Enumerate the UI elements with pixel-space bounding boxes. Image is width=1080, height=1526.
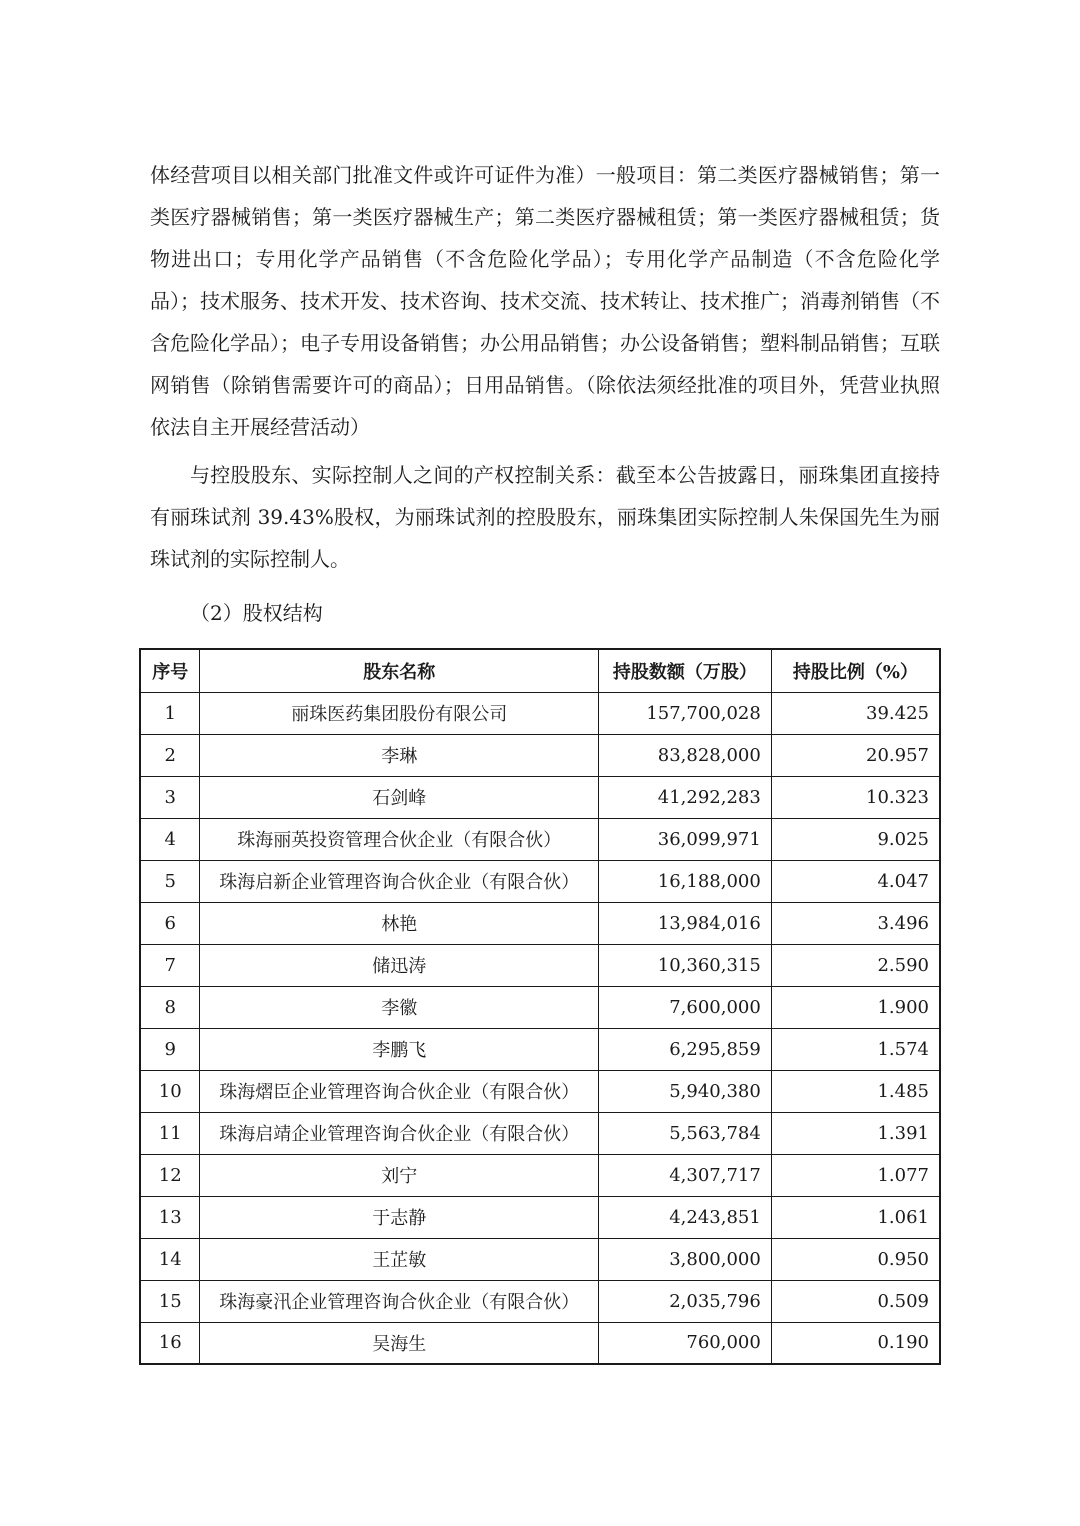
row-index: 8 bbox=[140, 986, 200, 1028]
row-index: 9 bbox=[140, 1028, 200, 1070]
share-count: 7,600,000 bbox=[599, 986, 772, 1028]
shareholder-name: 李徽 bbox=[200, 986, 599, 1028]
share-count: 5,563,784 bbox=[599, 1112, 772, 1154]
share-count: 4,307,717 bbox=[599, 1154, 772, 1196]
row-index: 10 bbox=[140, 1070, 200, 1112]
share-ratio: 0.509 bbox=[771, 1280, 940, 1322]
share-count: 760,000 bbox=[599, 1322, 772, 1364]
row-index: 4 bbox=[140, 818, 200, 860]
shareholder-name: 李鹏飞 bbox=[200, 1028, 599, 1070]
table-row bbox=[140, 818, 940, 860]
table-row bbox=[140, 1070, 940, 1112]
share-count: 83,828,000 bbox=[599, 734, 772, 776]
share-ratio: 3.496 bbox=[771, 902, 940, 944]
table-row bbox=[140, 734, 940, 776]
table-row bbox=[140, 1238, 940, 1280]
table-row bbox=[140, 860, 940, 902]
row-index: 14 bbox=[140, 1238, 200, 1280]
table-row bbox=[140, 776, 940, 818]
row-index: 6 bbox=[140, 902, 200, 944]
share-ratio: 20.957 bbox=[771, 734, 940, 776]
row-index: 11 bbox=[140, 1112, 200, 1154]
share-ratio: 10.323 bbox=[771, 776, 940, 818]
shareholder-name: 珠海豪汛企业管理咨询合伙企业（有限合伙） bbox=[200, 1280, 599, 1322]
share-count: 6,295,859 bbox=[599, 1028, 772, 1070]
shareholder-table bbox=[139, 648, 941, 1365]
header-index: 序号 bbox=[140, 649, 200, 692]
table-body bbox=[140, 692, 940, 1364]
row-index: 15 bbox=[140, 1280, 200, 1322]
table-row bbox=[140, 1154, 940, 1196]
row-index: 5 bbox=[140, 860, 200, 902]
shareholder-name: 王芷敏 bbox=[200, 1238, 599, 1280]
equity-structure-heading: （2）股权结构 bbox=[190, 601, 323, 625]
share-count: 3,800,000 bbox=[599, 1238, 772, 1280]
share-ratio: 1.900 bbox=[771, 986, 940, 1028]
shareholder-name: 石剑峰 bbox=[200, 776, 599, 818]
share-ratio: 1.077 bbox=[771, 1154, 940, 1196]
shareholder-name: 储迅涛 bbox=[200, 944, 599, 986]
share-ratio: 9.025 bbox=[771, 818, 940, 860]
share-count: 41,292,283 bbox=[599, 776, 772, 818]
shareholder-name: 珠海启靖企业管理咨询合伙企业（有限合伙） bbox=[200, 1112, 599, 1154]
row-index: 13 bbox=[140, 1196, 200, 1238]
share-ratio: 1.391 bbox=[771, 1112, 940, 1154]
table-header-row bbox=[140, 649, 940, 692]
row-index: 1 bbox=[140, 692, 200, 734]
shareholder-name: 于志静 bbox=[200, 1196, 599, 1238]
shareholder-name: 珠海熠臣企业管理咨询合伙企业（有限合伙） bbox=[200, 1070, 599, 1112]
table-row bbox=[140, 1280, 940, 1322]
shareholder-name: 丽珠医药集团股份有限公司 bbox=[200, 692, 599, 734]
business-scope-paragraph: 体经营项目以相关部门批准文件或许可证件为准）一般项目：第二类医疗器械销售；第一类医疗器械销售；第一类医疗器械生产；第二类医疗器械租赁；第一类医疗器械租赁；货物进出口；专用化学产品销售（不含危险化学品）；专用化学产品制造（不含危险化学品）；技术服务、技术开发、技术咨询、技术交流、技术转让、技术推广；消毒剂销售（不含危险化学品）；电子专用设备销售；办公用品销售；办公设备销售；塑料制品销售；互联网销售（除销售需要许可的商品）；日用品销售。（除依法须经批准的项目外，凭营业执照依法自主开展经营活动） bbox=[150, 163, 940, 439]
row-index: 2 bbox=[140, 734, 200, 776]
share-count: 4,243,851 bbox=[599, 1196, 772, 1238]
share-ratio: 4.047 bbox=[771, 860, 940, 902]
table-row bbox=[140, 1028, 940, 1070]
row-index: 3 bbox=[140, 776, 200, 818]
shareholder-name: 林艳 bbox=[200, 902, 599, 944]
row-index: 12 bbox=[140, 1154, 200, 1196]
share-ratio: 39.425 bbox=[771, 692, 940, 734]
share-count: 5,940,380 bbox=[599, 1070, 772, 1112]
control-relation-paragraph: 与控股股东、实际控制人之间的产权控制关系：截至本公告披露日，丽珠集团直接持有丽珠试剂 39.43%股权，为丽珠试剂的控股股东，丽珠集团实际控制人朱保国先生为丽珠试剂的实际控制人。 bbox=[150, 463, 940, 571]
table-row bbox=[140, 1322, 940, 1364]
shareholder-name: 刘宁 bbox=[200, 1154, 599, 1196]
table-row bbox=[140, 1112, 940, 1154]
table-row bbox=[140, 692, 940, 734]
share-count: 16,188,000 bbox=[599, 860, 772, 902]
share-ratio: 1.061 bbox=[771, 1196, 940, 1238]
share-count: 2,035,796 bbox=[599, 1280, 772, 1322]
header-shareholder-name: 股东名称 bbox=[200, 649, 599, 692]
share-ratio: 2.590 bbox=[771, 944, 940, 986]
share-count: 10,360,315 bbox=[599, 944, 772, 986]
table-row bbox=[140, 902, 940, 944]
header-share-count: 持股数额（万股） bbox=[599, 649, 772, 692]
header-share-ratio: 持股比例（%） bbox=[771, 649, 940, 692]
row-index: 7 bbox=[140, 944, 200, 986]
shareholder-name: 吴海生 bbox=[200, 1322, 599, 1364]
shareholder-name: 珠海丽英投资管理合伙企业（有限合伙） bbox=[200, 818, 599, 860]
table-row bbox=[140, 944, 940, 986]
shareholder-name: 珠海启新企业管理咨询合伙企业（有限合伙） bbox=[200, 860, 599, 902]
share-ratio: 0.190 bbox=[771, 1322, 940, 1364]
row-index: 16 bbox=[140, 1322, 200, 1364]
share-ratio: 1.485 bbox=[771, 1070, 940, 1112]
table-row bbox=[140, 1196, 940, 1238]
shareholder-name: 李琳 bbox=[200, 734, 599, 776]
share-count: 36,099,971 bbox=[599, 818, 772, 860]
share-ratio: 0.950 bbox=[771, 1238, 940, 1280]
table-row bbox=[140, 986, 940, 1028]
share-count: 13,984,016 bbox=[599, 902, 772, 944]
share-count: 157,700,028 bbox=[599, 692, 772, 734]
share-ratio: 1.574 bbox=[771, 1028, 940, 1070]
